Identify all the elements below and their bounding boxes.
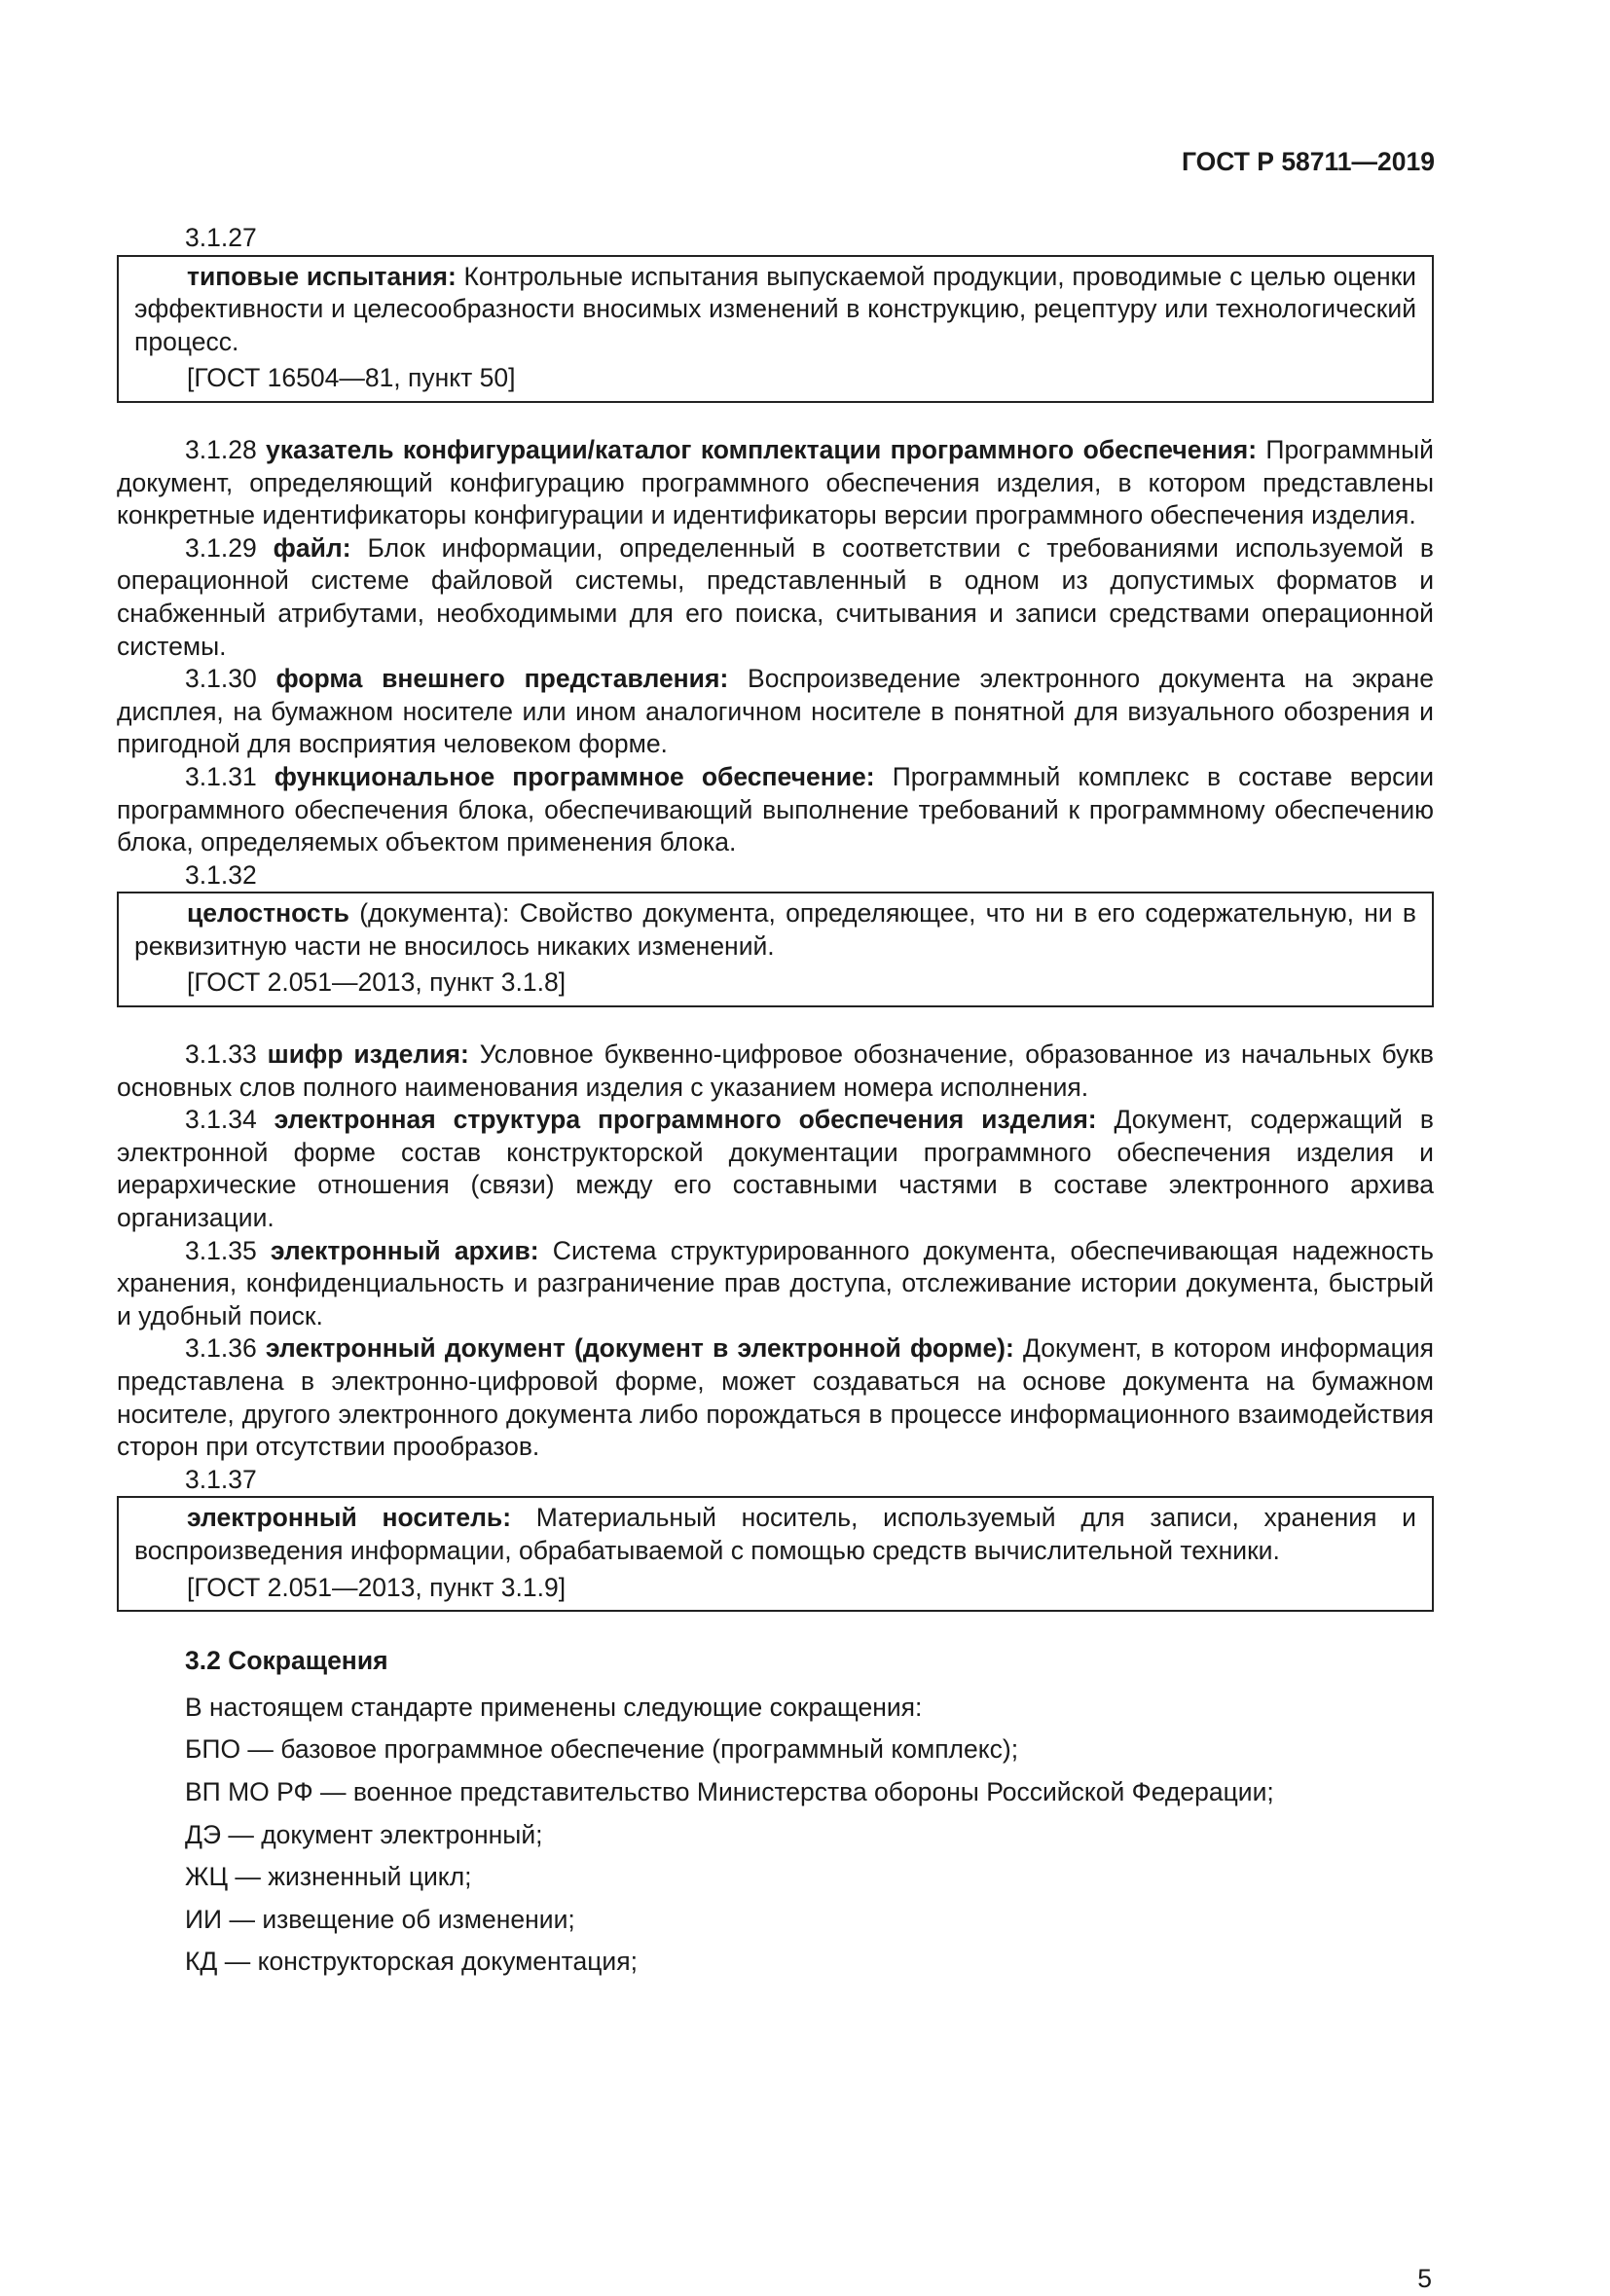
- abbreviation-item: ЖЦ — жизненный цикл;: [185, 1862, 472, 1892]
- entry-number: 3.1.32: [185, 859, 257, 890]
- term: целостность: [187, 898, 349, 929]
- entry-number: 3.1.37: [185, 1464, 257, 1494]
- quoted-definition-box: [117, 892, 1434, 1007]
- definition-paragraph: [117, 434, 1434, 532]
- definition-paragraph: [134, 897, 1416, 963]
- page-number: 5: [1417, 2264, 1432, 2293]
- definition-paragraph: [117, 761, 1434, 859]
- abbreviation-item: БПО — базовое программное обеспечение (программный комплекс);: [185, 1734, 1019, 1765]
- term: электронный носитель:: [187, 1503, 512, 1533]
- document-body: [117, 222, 1434, 1979]
- definition-text: Система структурированного документа, обеспечивающая надежность хранения, конфиденциальность и разграничение прав доступа, отслеживание истории документа, быстрый и удобный поиск.: [117, 1235, 1434, 1330]
- term: типовые испытания:: [187, 261, 457, 291]
- abbreviation-item: ДЭ — документ электронный;: [185, 1819, 543, 1849]
- abbreviation-item: КД — конструкторская документация;: [185, 1947, 638, 1977]
- standard-designation: ГОСТ Р 58711—2019: [1181, 147, 1435, 176]
- definition-text: Программный документ, определяющий конфигурацию программного обеспечения изделия, в котором представлены конкретные идентификаторы конфигурации и идентификаторы версии программного обеспечения изделия.: [117, 434, 1434, 530]
- entry-number: 3.1.36: [185, 1333, 257, 1364]
- entry-number: 3.1.35: [185, 1235, 257, 1265]
- source-reference: [ГОСТ 2.051—2013, пункт 3.1.8]: [187, 967, 567, 998]
- term: указатель конфигурации/каталог комплектации программного обеспечения:: [266, 434, 1258, 464]
- term: электронная структура программного обеспечения изделия:: [274, 1105, 1097, 1135]
- source-reference: [ГОСТ 2.051—2013, пункт 3.1.9]: [187, 1572, 567, 1602]
- entry-number: 3.1.33: [185, 1039, 257, 1070]
- definition-text: Блок информации, определенный в соответствии с требованиями используемой в операционной системе файловой системы, представленный в одном из допустимых форматов и снабженный атрибутами, необходимыми для его поиска, считывания и записи средствами операционной системы.: [117, 532, 1434, 661]
- entry-number: 3.1.28: [185, 434, 257, 464]
- source-reference: [ГОСТ 16504—81, пункт 50]: [187, 363, 516, 393]
- term: шифр изделия:: [267, 1039, 469, 1070]
- definition-paragraph: [117, 663, 1434, 761]
- definition-paragraph: [117, 1039, 1434, 1104]
- entry-number: 3.1.34: [185, 1105, 257, 1135]
- entry-number: 3.1.31: [185, 761, 257, 791]
- definition-paragraph: [117, 532, 1434, 663]
- section-heading: 3.2 Сокращения: [185, 1646, 388, 1676]
- definition-paragraph: [117, 1235, 1434, 1333]
- definition-paragraph: [117, 1104, 1434, 1234]
- definition-text: Контрольные испытания выпускаемой продукции, проводимые с целью оценки эффективности и целесообразности вносимых изменений в конструкцию, рецептуру или технологический процесс.: [134, 261, 1416, 356]
- definition-text: Документ, содержащий в электронной форме состав конструкторской документации программного обеспечения изделия и иерархические отношения (связи) между его составными частями в составе электронного архива организации.: [117, 1105, 1434, 1233]
- quoted-definition-box: [117, 255, 1434, 403]
- entry-number: 3.1.29: [185, 532, 257, 563]
- section-intro: В настоящем стандарте применены следующие сокращения:: [185, 1692, 923, 1722]
- quoted-definition-box: [117, 1496, 1434, 1612]
- term: электронный архив:: [270, 1235, 539, 1265]
- entry-number: 3.1.30: [185, 664, 257, 694]
- abbreviation-item: ИИ — извещение об изменении;: [185, 1904, 575, 1934]
- entry-number: 3.1.27: [185, 223, 257, 252]
- definition-paragraph: [134, 261, 1416, 359]
- term: электронный документ (документ в электронной форме):: [265, 1333, 1014, 1364]
- term: файл:: [273, 532, 351, 563]
- definition-text: Материальный носитель, используемый для записи, хранения и воспроизведения информации, обрабатываемой с помощью средств вычислительной техники.: [134, 1503, 1416, 1565]
- abbreviation-item: ВП МО РФ — военное представительство Министерства обороны Российской Федерации;: [185, 1776, 1274, 1806]
- term: форма внешнего представления:: [275, 664, 729, 694]
- definition-text: Условное буквенно-цифровое обозначение, образованное из начальных букв основных слов полного наименования изделия с указанием номера исполнения.: [117, 1039, 1434, 1102]
- definition-text: Воспроизведение электронного документа на экране дисплея, на бумажном носителе или ином аналогичном носителе в понятной для визуального обозрения и пригодной для восприятия человеком форме.: [117, 664, 1434, 759]
- definition-text: Документ, в котором информация представлена в электронно-цифровой форме, может создаваться на основе документа на бумажном носителе, другого электронного документа либо порождаться в процессе информационного взаимодействия сторон при отсутствии прообразов.: [117, 1333, 1434, 1462]
- definition-text: (документа): Свойство документа, определяющее, что ни в его содержательную, ни в реквизитную части не вносилось никаких изменений.: [134, 898, 1416, 961]
- definition-paragraph: [117, 1332, 1434, 1463]
- definition-text: Программный комплекс в составе версии программного обеспечения блока, обеспечивающий выполнение требований к программному обеспечению блока, определяемых объектом применения блока.: [117, 761, 1434, 857]
- definition-paragraph: [134, 1502, 1416, 1567]
- term: функциональное программное обеспечение:: [274, 761, 875, 791]
